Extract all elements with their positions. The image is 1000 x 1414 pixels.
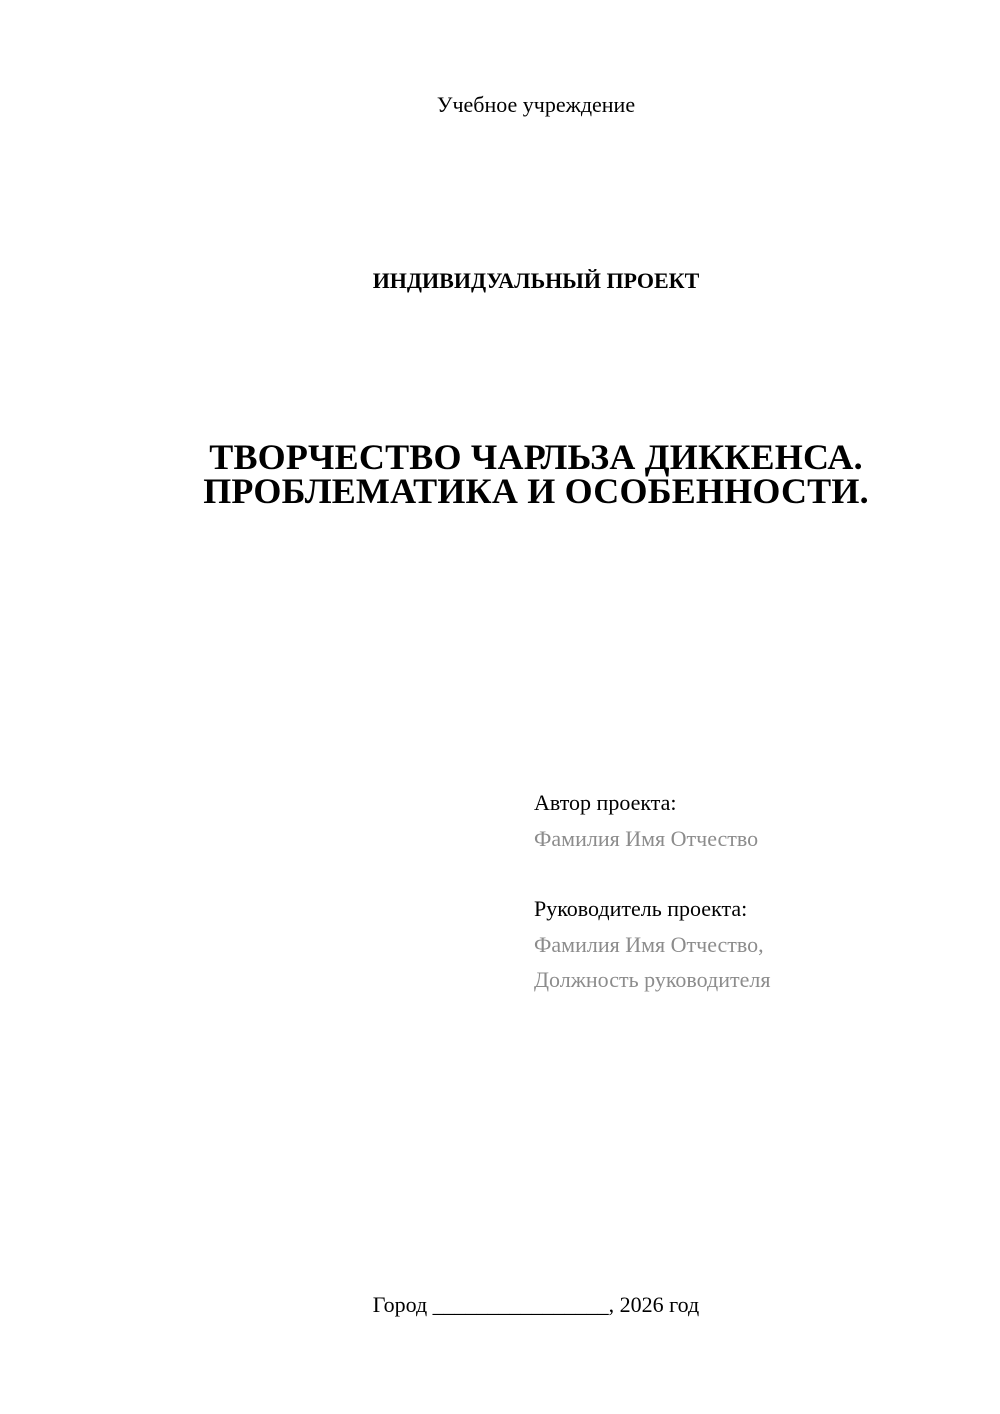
author-name: Фамилия Имя Отчество	[534, 826, 759, 851]
supervisor-position: Должность руководителя	[534, 967, 771, 992]
supervisor-label: Руководитель проекта:	[534, 896, 748, 921]
project-title	[0, 437, 1000, 511]
project-title-line-1: ТВОРЧЕСТВО ЧАРЛЬЗА ДИККЕНСА.	[209, 437, 863, 477]
author-label: Автор проекта:	[534, 790, 677, 815]
city-year-line: Город ________________, 2026 год	[372, 1292, 700, 1317]
project-type-heading: ИНДИВИДУАЛЬНЫЙ ПРОЕКТ	[372, 268, 700, 293]
supervisor-name: Фамилия Имя Отчество,	[534, 932, 764, 957]
project-title-line-2: ПРОБЛЕМАТИКА И ОСОБЕННОСТИ.	[203, 471, 869, 511]
institution-name: Учебное учреждение	[436, 92, 636, 117]
